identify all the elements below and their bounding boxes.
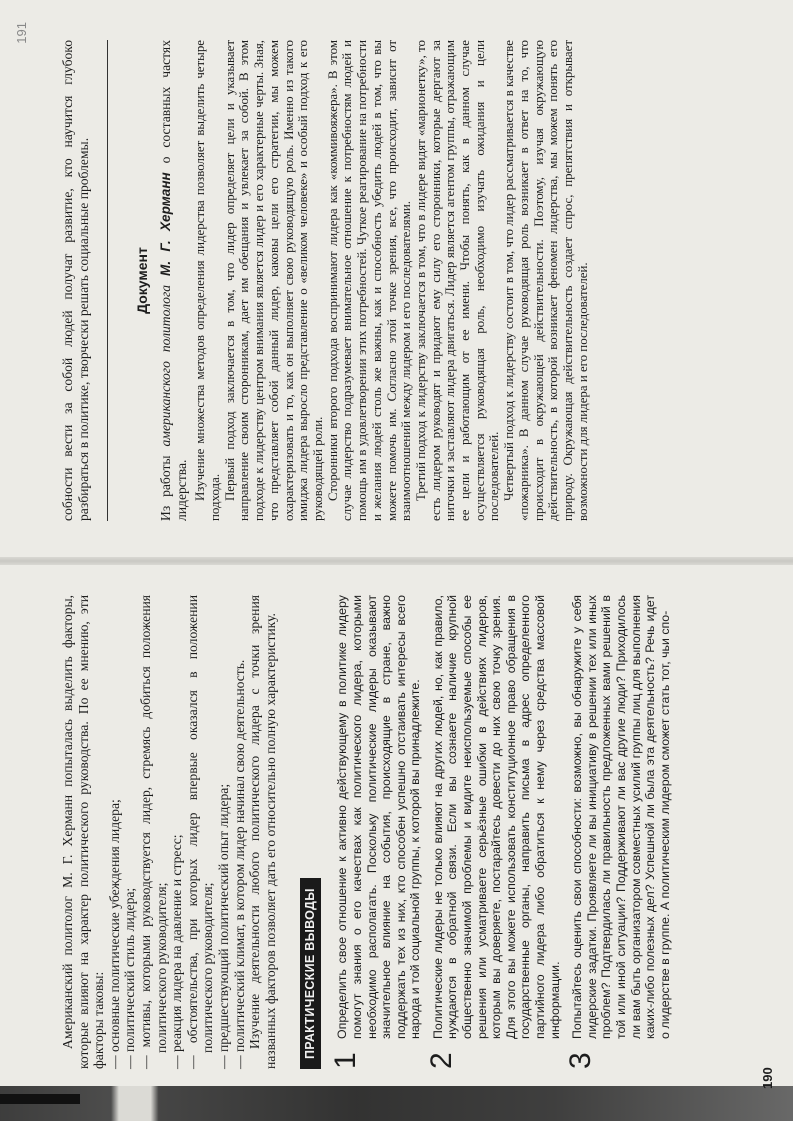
- continuation-paragraph: собности вести за собой людей получат развитие, кто научится глубоко разбираться в политике, творчески решать социальные проблемы.: [60, 40, 91, 521]
- practical-conclusions-banner: ПРАКТИЧЕСКИЕ ВЫВОДЫ: [300, 878, 321, 1069]
- factor-item: — предшествующий политический опыт лидера;: [215, 783, 231, 1069]
- factor-item: — мотивы, которыми руководствуется лидер, стремясь добиться положения политического руководителя;: [137, 595, 169, 1069]
- page-number-left: 190: [760, 1067, 775, 1089]
- factor-item: — основные политические убеждения лидера;: [106, 799, 122, 1069]
- document-body: [193, 40, 590, 521]
- document-paragraph: Первый подход заключается в том, что лидер определяет цели и указывает направление своим сторонникам, дает им обещания и увлекает за собой. В этом подходе к лидерству центром внимания является лидер и его характерные черты. Зная, что представляет собой данный лидер, каковы цели его стратегии, мы можем охарактеризовать и то, как он выполняет свою руководящую роль. Именно из такого имиджа лидера выросло представление о «великом человеке» и особый подход к его руководящей роли.: [222, 40, 325, 521]
- conclusion-item: [329, 595, 423, 1069]
- conclusion-number: 3: [564, 1052, 598, 1069]
- document-source-prefix: Из работы: [158, 455, 174, 521]
- page-left: [0, 561, 793, 1121]
- conclusion-text: Политические лидеры не только влияют на других людей, но, как правило, нуждаются в обратной связи. Если вы сознаете наличие крупной общественно значимой проблемы и видите неиспользуемые способы ее решения или усматриваете серьёзные ошибки в действиях лидеров, которым вы доверяете, постарайтесь довести до них свою точку зрения. Для этого вы можете использовать конституционное право обращения в государственные органы, направить письма в адрес определенного партийного лидера либо обратиться к нему через средства массовой информации.: [430, 595, 562, 1039]
- conclusion-text: Попытайтесь оценить свои способности: возможно, вы обнаружите у себя лидерские задатки. Проявляете ли вы инициативу в решении тех или иных проблем? Подтвердилась ли правильность предложенных вами решений в той или иной ситуации? Поддерживают ли вас другие люди? Приходилось ли вам быть организатором совместных усилий группы лиц для выполнения каких-либо полезных дел? Успешной ли была эта деятельность? Речь идет о лидерстве в группе. А политическим лидером сможет стать тот, чьи спо-: [570, 595, 672, 1039]
- document-paragraph: Изучение множества методов определения лидерства позволяет выделить четыре подхода.: [193, 40, 223, 521]
- conclusion-number: 2: [424, 1052, 458, 1069]
- document-source: [158, 40, 189, 521]
- factor-list: [107, 595, 247, 1069]
- document-source-role: американского политолога: [158, 284, 174, 447]
- factor-item: — обстоятельства, при которых лидер впервые оказался в положении политического руководителя;: [184, 595, 216, 1069]
- factor-item: — реакция лидера на давление и стресс;: [169, 834, 185, 1069]
- closing-paragraph: Изучение деятельности любого политического лидера с точки зрения названных факторов позволяет дать его относительно полную характеристику.: [247, 595, 278, 1069]
- conclusion-text: Определить свое отношение к активно действующему в политике лидеру помогут знания о его качествах как политического лидера, которыми необходимо располагать. Поскольку политические лидеры оказывают значительное влияние на события, происходящие в стране, важно поддержать тех из них, кто способен успешно отстаивать интересы всего народа и той социальной группы, к которой вы принадлежите.: [335, 595, 423, 1039]
- section-divider: [107, 40, 108, 521]
- intro-paragraph: Американский политолог М. Г. Херманн попыталась выделить факторы, которые влияют на характер политического руководства. По ее мнению, эти факторы таковы:: [60, 595, 107, 1069]
- conclusion-item: [564, 595, 672, 1069]
- document-heading: Документ: [134, 247, 151, 314]
- document-source-suffix: о составных частях лидерства.: [158, 40, 189, 521]
- document-paragraph: Сторонники второго подхода воспринимают лидера как «коммивояжера». В этом случае лидерство подразумевает внимательное отношение к потребностям людей и помощь им в удовлетворении этих потребностей. Чуткое реагирование на потребности и желания людей столь же важны, как и способность убедить людей в том, что вы можете помочь им. Согласно этой точке зрения, все, что происходит, зависит от взаимоотношений между лидером и его последователями.: [325, 40, 414, 521]
- factor-item: — политический стиль лидера;: [122, 887, 138, 1069]
- document-paragraph: Третий подход к лидерству заключается в том, что в лидере видят «марионетку», то есть лидером руководят и придают ему силу его сторонники, которые дергают за ниточки и заставляют лидера двигаться. Лидер является агентом группы, отражающим ее цели и работающим от ее имени. Чтобы понять, как в данном случае осуществляется руководящая роль, необходимо изучать ожидания и цели последователей.: [413, 40, 502, 521]
- document-paragraph: Четвертый подход к лидерству состоит в том, что лидер рассматривается в качестве «пожарника». В данном случае руководящая роль возникает в ответ на то, что происходит в окружающей действительности. Поэтому, изучая окружающую действительность, в которой возникает феномен лидерства, мы можем понять его природу. Окружающая действительность создает спрос, препятствия и открывает возможности для лидера и его последователей.: [502, 40, 590, 521]
- conclusion-number: 1: [329, 1052, 363, 1069]
- factor-item: — политический климат, в котором лидер начинал свою деятельность.: [231, 659, 247, 1069]
- document-source-author: М. Г. Херманн: [158, 172, 174, 276]
- page-number-right: 191: [14, 22, 29, 44]
- conclusion-item: [424, 595, 562, 1069]
